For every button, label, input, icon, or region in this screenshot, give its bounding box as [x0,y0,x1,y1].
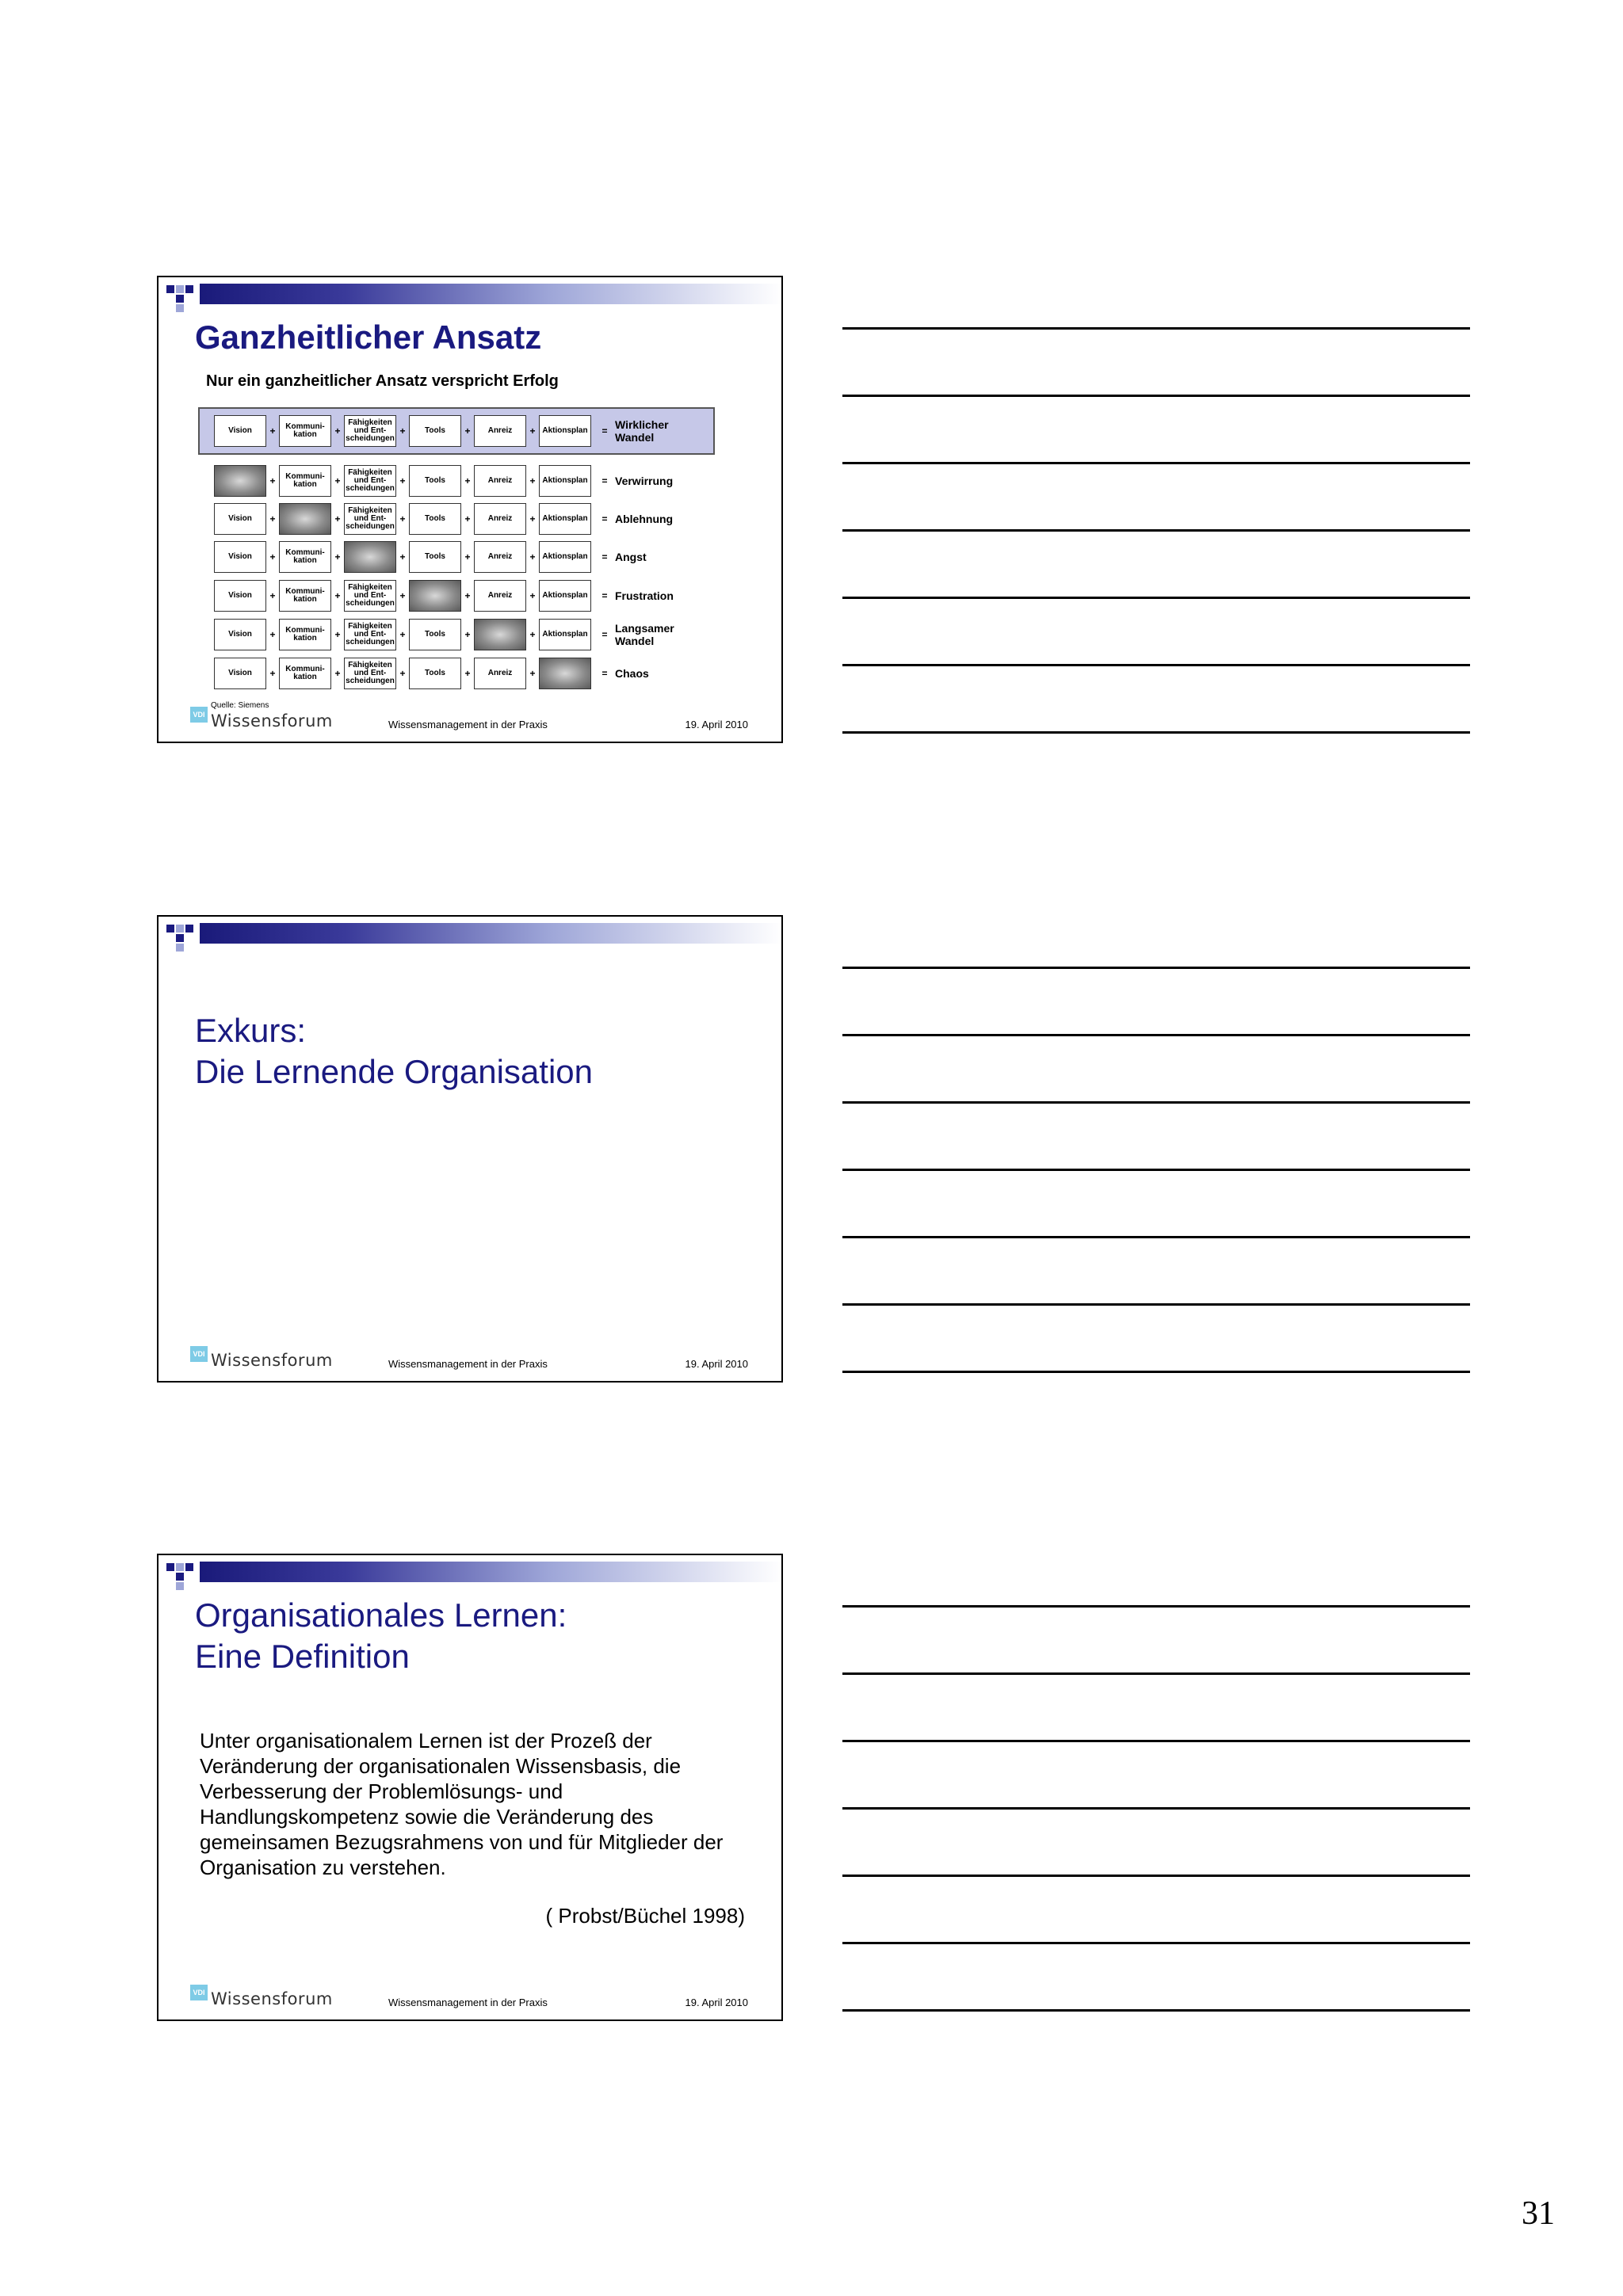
note-line [842,395,1470,397]
title-line-2: Eine Definition [195,1638,410,1675]
equals-sign: = [601,590,608,601]
logo-text: Wissensforum [211,1351,333,1370]
element-cell-tools: Tools [409,465,461,497]
vdi-badge: VDI [190,1985,208,2000]
plus-sign: + [464,475,471,486]
vdi-logo [190,1983,333,2008]
slide-title: Ganzheitlicher Ansatz [195,318,542,356]
plus-sign: + [464,668,471,679]
missing-element-cell [279,503,331,535]
element-cell-kommunikation: Kommuni- kation [279,658,331,689]
matrix-row [214,464,702,498]
equals-sign: = [601,629,608,640]
slide-title [195,1595,567,1677]
definition-text: Unter organisationalem Lernen ist der Prozeß der Veränderung der organisationalen Wissensbasis, die Verbesserung der Problemlösungs- und Handlungskompetenz sowie die Veränderung des gemeinsamen Bezugsrahmens von und für Mitglieder der Organisation zu verstehen. [200,1729,724,1879]
plus-sign: + [399,668,406,679]
note-line [842,529,1470,532]
note-line [842,1371,1470,1373]
matrix-result: Wirklicher Wandel [615,418,669,444]
plus-sign: + [269,425,276,437]
title-line-2: Die Lernende Organisation [195,1053,593,1090]
element-cell-aktionsplan: Aktionsplan [539,503,591,535]
matrix-row [214,502,702,536]
matrix-row [214,414,702,448]
matrix-result: Angst [615,551,647,563]
footer-date: 19. April 2010 [685,1997,748,2008]
equals-sign: = [601,425,608,437]
element-cell-vision: Vision [214,580,266,612]
plus-sign: + [464,425,471,437]
plus-sign: + [529,513,536,524]
note-line [842,462,1470,464]
plus-sign: + [529,629,536,640]
element-cell-aktionsplan: Aktionsplan [539,619,591,650]
note-line [842,597,1470,599]
footer-title: Wissensmanagement in der Praxis [388,719,548,730]
equals-sign: = [601,513,608,524]
note-line [842,1034,1470,1036]
slide-subtitle: Nur ein ganzheitlicher Ansatz verspricht Erfolg [206,372,559,390]
equals-sign: = [601,668,608,679]
plus-sign: + [269,475,276,486]
note-line [842,1672,1470,1675]
plus-sign: + [529,590,536,601]
slide-organisationales-lernen [157,1554,783,2021]
plus-sign: + [399,590,406,601]
missing-element-cell [214,465,266,497]
plus-sign: + [334,425,341,437]
title-line-1: Organisationales Lernen: [195,1596,567,1634]
note-line [842,1740,1470,1742]
matrix-result: Verwirrung [615,475,674,487]
vdi-logo [190,1344,333,1370]
plus-sign: + [334,513,341,524]
plus-sign: + [464,629,471,640]
slide-header-decoration [158,277,783,317]
plus-sign: + [334,668,341,679]
plus-sign: + [334,590,341,601]
slide-exkurs [157,915,783,1383]
citation: ( Probst/Büchel 1998) [545,1904,745,1928]
element-cell-aktionsplan: Aktionsplan [539,465,591,497]
note-line [842,1101,1470,1104]
note-line [842,1807,1470,1810]
element-cell-kommunikation: Kommuni- kation [279,465,331,497]
plus-sign: + [334,551,341,563]
plus-sign: + [399,475,406,486]
matrix-row [214,657,702,690]
note-line [842,731,1470,734]
plus-sign: + [529,668,536,679]
title-line-1: Exkurs: [195,1012,307,1049]
plus-sign: + [334,629,341,640]
element-cell-kommunikation: Kommuni- kation [279,580,331,612]
matrix-result: Langsamer Wandel [615,622,674,647]
matrix-result: Chaos [615,667,649,680]
footer-date: 19. April 2010 [685,719,748,730]
plus-sign: + [399,629,406,640]
element-cell-anreiz: Anreiz [474,415,526,447]
page-number: 31 [1522,2195,1555,2232]
element-cell-aktionsplan: Aktionsplan [539,415,591,447]
element-cell-vision: Vision [214,503,266,535]
missing-element-cell [539,658,591,689]
note-line [842,1169,1470,1171]
slide-title [195,1010,593,1093]
matrix-result: Frustration [615,589,674,602]
plus-sign: + [269,629,276,640]
element-cell-tools: Tools [409,503,461,535]
note-line [842,1236,1470,1238]
element-cell-tools: Tools [409,541,461,573]
element-cell-anreiz: Anreiz [474,465,526,497]
element-cell-vision: Vision [214,658,266,689]
element-cell-faehigkeiten: Fähigkeiten und Ent- scheidungen [344,658,396,689]
element-cell-faehigkeiten: Fähigkeiten und Ent- scheidungen [344,503,396,535]
plus-sign: + [464,513,471,524]
equals-sign: = [601,551,608,563]
element-cell-kommunikation: Kommuni- kation [279,619,331,650]
plus-sign: + [399,513,406,524]
element-cell-tools: Tools [409,415,461,447]
plus-sign: + [269,668,276,679]
plus-sign: + [269,551,276,563]
plus-sign: + [399,551,406,563]
note-line [842,664,1470,666]
plus-sign: + [334,475,341,486]
slide-ganzheitlicher-ansatz [157,276,783,743]
element-cell-faehigkeiten: Fähigkeiten und Ent- scheidungen [344,580,396,612]
note-line [842,1303,1470,1306]
vdi-logo [190,705,333,730]
logo-text: Wissensforum [211,1989,333,2008]
logo-text: Wissensforum [211,711,333,730]
note-line [842,1875,1470,1877]
vdi-badge: VDI [190,1346,208,1362]
plus-sign: + [529,425,536,437]
note-line [842,2009,1470,2012]
matrix-result: Ablehnung [615,513,674,525]
plus-sign: + [399,425,406,437]
plus-sign: + [269,590,276,601]
slide-header-decoration [158,917,783,956]
element-cell-vision: Vision [214,619,266,650]
element-cell-vision: Vision [214,415,266,447]
element-cell-tools: Tools [409,658,461,689]
note-line [842,327,1470,330]
plus-sign: + [464,551,471,563]
element-cell-kommunikation: Kommuni- kation [279,415,331,447]
matrix-row [214,540,702,574]
plus-sign: + [269,513,276,524]
plus-sign: + [529,551,536,563]
vdi-badge: VDI [190,707,208,723]
element-cell-faehigkeiten: Fähigkeiten und Ent- scheidungen [344,619,396,650]
footer-title: Wissensmanagement in der Praxis [388,1997,548,2008]
missing-element-cell [409,580,461,612]
matrix-row [214,579,702,612]
element-cell-aktionsplan: Aktionsplan [539,541,591,573]
element-cell-anreiz: Anreiz [474,658,526,689]
plus-sign: + [529,475,536,486]
element-cell-anreiz: Anreiz [474,541,526,573]
element-cell-faehigkeiten: Fähigkeiten und Ent- scheidungen [344,415,396,447]
note-line [842,1942,1470,1944]
element-cell-kommunikation: Kommuni- kation [279,541,331,573]
note-line [842,967,1470,969]
source-note: Quelle: Siemens [211,701,269,710]
element-cell-anreiz: Anreiz [474,580,526,612]
missing-element-cell [344,541,396,573]
missing-element-cell [474,619,526,650]
slide-header-decoration [158,1555,783,1595]
note-line [842,1605,1470,1608]
footer-date: 19. April 2010 [685,1358,748,1370]
matrix-row [214,618,702,651]
element-cell-aktionsplan: Aktionsplan [539,580,591,612]
element-cell-vision: Vision [214,541,266,573]
element-cell-tools: Tools [409,619,461,650]
footer-title: Wissensmanagement in der Praxis [388,1358,548,1370]
equals-sign: = [601,475,608,486]
element-cell-faehigkeiten: Fähigkeiten und Ent- scheidungen [344,465,396,497]
element-cell-anreiz: Anreiz [474,503,526,535]
plus-sign: + [464,590,471,601]
